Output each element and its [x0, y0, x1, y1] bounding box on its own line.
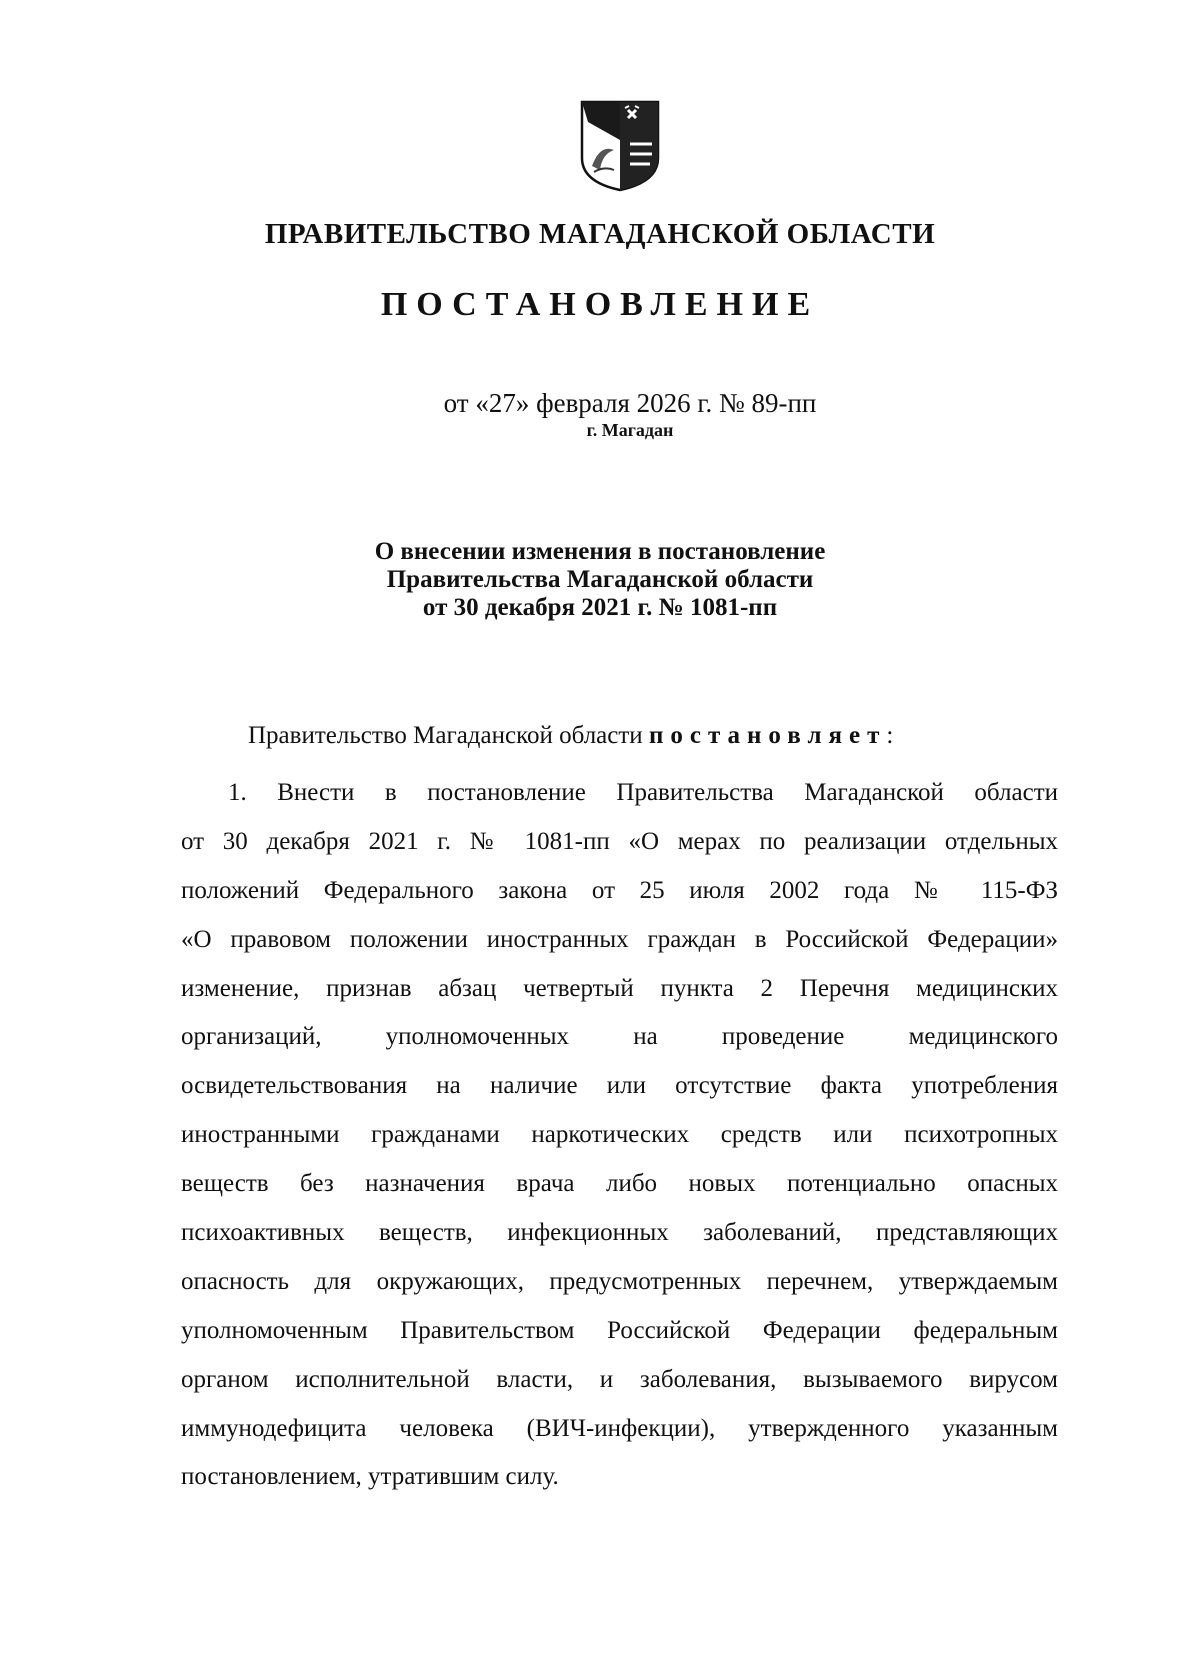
body-line: положений Федерального закона от 25 июля 2002 года № 115-ФЗ — [181, 876, 1058, 904]
body-line: иностранными гражданами наркотических средств или психотропных — [181, 1121, 1058, 1149]
body-line: органом исполнительной власти, и заболевания, вызываемого вирусом — [181, 1365, 1058, 1393]
body-line: опасность для окружающих, предусмотренных перечнем, утверждаемым — [181, 1267, 1058, 1295]
body-line: от 30 декабря 2021 г. № 1081-пп «О мерах по реализации отдельных — [181, 827, 1058, 855]
coat-of-arms-icon — [580, 100, 660, 192]
body-line: иммунодефицита человека (ВИЧ-инфекции), утвержденного указанным — [181, 1414, 1058, 1442]
document-type: ПОСТАНОВЛЕНИЕ — [380, 286, 820, 323]
body-line: освидетельствования на наличие или отсутствие факта употребления — [181, 1072, 1058, 1100]
preamble-colon: : — [886, 722, 894, 749]
body-line: 1. Внести в постановление Правительства Магаданской области — [228, 779, 1058, 806]
body-line: постановлением, утратившим силу. — [181, 1463, 559, 1491]
date-and-number: от «27» февраля 2026 г. № 89-пп — [443, 388, 817, 418]
preamble-text: Правительство Магаданской области — [248, 722, 649, 749]
body-line: психоактивных веществ, инфекционных заболеваний, представляющих — [181, 1219, 1058, 1247]
document-subject — [0, 538, 1200, 622]
body-paragraph — [181, 769, 1058, 1502]
government-name: ПРАВИТЕЛЬСТВО МАГАДАНСКОЙ ОБЛАСТИ — [264, 218, 936, 250]
preamble-keyword: постановляет — [648, 722, 887, 749]
body-line: «О правовом положении иностранных граждан в Российской Федерации» — [181, 925, 1058, 953]
body-line: изменение, признав абзац четвертый пункта 2 Перечня медицинских — [181, 974, 1058, 1002]
body-line: уполномоченным Правительством Российской Федерации федеральным — [181, 1316, 1058, 1344]
preamble — [248, 722, 893, 750]
body-line: организаций, уполномоченных на проведение медицинского — [181, 1023, 1058, 1051]
subject-line: от 30 декабря 2021 г. № 1081-пп — [422, 594, 778, 621]
subject-line: О внесении изменения в постановление — [374, 538, 826, 565]
body-line: веществ без назначения врача либо новых потенциально опасных — [181, 1170, 1058, 1198]
subject-line: Правительства Магаданской области — [386, 566, 814, 593]
city: г. Магадан — [586, 420, 674, 440]
